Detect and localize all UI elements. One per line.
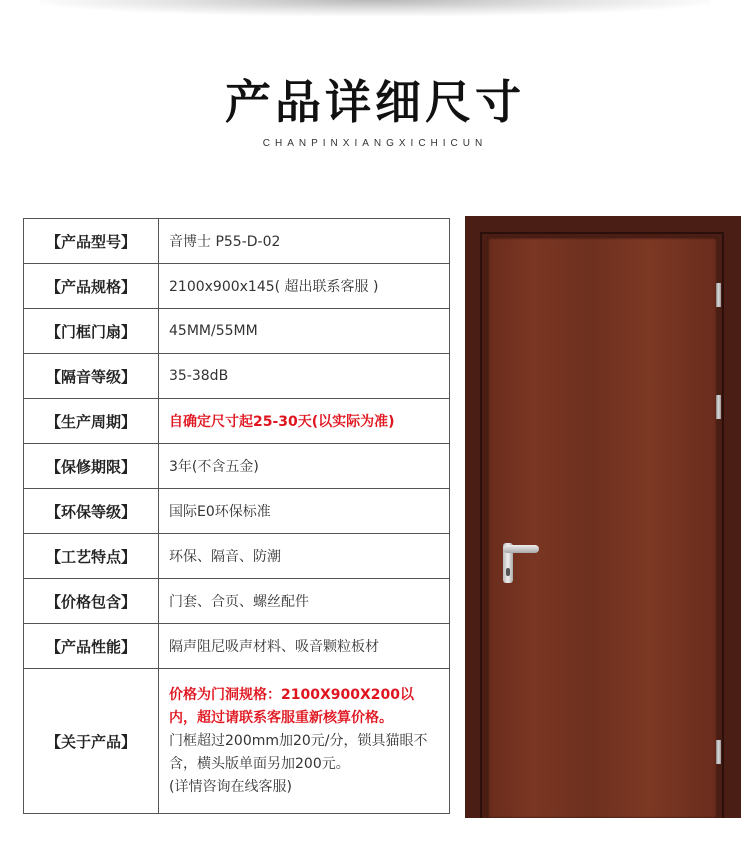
top-shadow-decoration	[40, 0, 710, 16]
spec-label: 【产品性能】	[24, 624, 159, 669]
about-contact-note: (详情咨询在线客服)	[169, 778, 292, 795]
keyhole-icon	[506, 568, 510, 576]
spec-value: 3年(不含五金)	[159, 444, 450, 489]
door-leaf	[487, 238, 718, 818]
spec-value: 门套、合页、螺丝配件	[159, 579, 450, 624]
table-row	[24, 624, 450, 669]
spec-label: 【生产周期】	[24, 399, 159, 444]
table-row	[24, 264, 450, 309]
about-extra-charges: 门框超过200mm加20元/分，锁具猫眼不含，横头版单面另加200元。	[169, 732, 428, 772]
spec-value: 隔声阻尼吸声材料、吸音颗粒板材	[159, 624, 450, 669]
page-title: 产品详细尺寸	[225, 75, 525, 129]
spec-label: 【产品型号】	[24, 219, 159, 264]
spec-value: 35-38dB	[159, 354, 450, 399]
table-row	[24, 444, 450, 489]
spec-label: 【价格包含】	[24, 579, 159, 624]
spec-table	[23, 218, 450, 814]
table-row	[24, 534, 450, 579]
spec-value: 45MM/55MM	[159, 309, 450, 354]
spec-value-highlight: 自确定尺寸起25-30天(以实际为准)	[159, 399, 450, 444]
about-price-note: 价格为门洞规格：2100X900X200以内，超过请联系客服重新核算价格。	[169, 686, 414, 726]
spec-label: 【门框门扇】	[24, 309, 159, 354]
spec-label: 【保修期限】	[24, 444, 159, 489]
hinge-middle-icon	[716, 395, 721, 419]
table-row	[24, 399, 450, 444]
spec-value: 音博士 P55-D-02	[159, 219, 450, 264]
page-subtitle: CHANPINXIANGXICHICUN	[262, 138, 488, 149]
about-label: 【关于产品】	[24, 669, 159, 814]
spec-label: 【隔音等级】	[24, 354, 159, 399]
table-row-about	[24, 669, 450, 814]
table-row	[24, 219, 450, 264]
about-cell	[159, 669, 450, 814]
spec-value: 国际E0环保标准	[159, 489, 450, 534]
table-row	[24, 489, 450, 534]
hinge-bottom-icon	[716, 740, 721, 764]
spec-value: 2100x900x145( 超出联系客服 )	[159, 264, 450, 309]
spec-label: 【环保等级】	[24, 489, 159, 534]
table-row	[24, 354, 450, 399]
spec-label: 【工艺特点】	[24, 534, 159, 579]
spec-label: 【产品规格】	[24, 264, 159, 309]
door-handle-lever	[503, 545, 539, 553]
spec-value: 环保、隔音、防潮	[159, 534, 450, 579]
table-row	[24, 579, 450, 624]
table-row	[24, 309, 450, 354]
hinge-top-icon	[716, 283, 721, 307]
